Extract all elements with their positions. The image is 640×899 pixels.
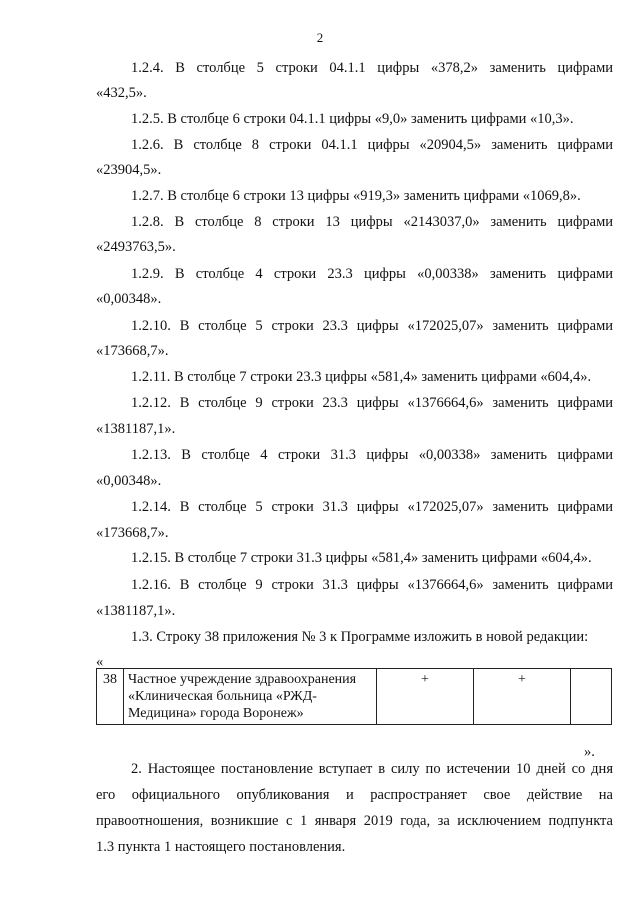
paragraph-1-2-4-line1: 1.2.4. В столбце 5 строки 04.1.1 цифры «378,2» заменить цифрами — [131, 60, 613, 76]
paragraph-1-2-12-line2: «1381187,1». — [96, 421, 176, 437]
paragraph-1-2-7: 1.2.7. В столбце 6 строки 13 цифры «919,3» заменить цифрами «1069,8». — [131, 188, 581, 204]
paragraph-1-2-16-line2: «1381187,1». — [96, 603, 176, 619]
final-paragraph-line2: его официального опубликования и распространяет свое действие на — [96, 787, 613, 803]
paragraph-1-3: 1.3. Строку 38 приложения № 3 к Программе изложить в новой редакции: — [131, 629, 589, 645]
final-paragraph-line3: правоотношения, возникшие с 1 января 2019 года, за исключением подпункта — [96, 813, 613, 829]
paragraph-1-2-9-line1: 1.2.9. В столбце 4 строки 23.3 цифры «0,00338» заменить цифрами — [131, 266, 613, 282]
quote-open: « — [96, 654, 104, 670]
paragraph-1-2-15: 1.2.15. В столбце 7 строки 31.3 цифры «581,4» заменить цифрами «604,4». — [131, 550, 592, 566]
paragraph-1-2-5: 1.2.5. В столбце 6 строки 04.1.1 цифры «9,0» заменить цифрами «10,3». — [131, 111, 574, 127]
paragraph-1-2-8-line1: 1.2.8. В столбце 8 строки 13 цифры «2143037,0» заменить цифрами — [131, 214, 613, 230]
paragraph-1-2-14-line2: «173668,7». — [96, 525, 169, 541]
paragraph-1-2-14-line1: 1.2.14. В столбце 5 строки 31.3 цифры «172025,07» заменить цифрами — [131, 499, 613, 515]
page-number: 2 — [316, 30, 324, 45]
paragraph-1-2-10-line2: «173668,7». — [96, 343, 169, 359]
quote-close: ». — [584, 744, 595, 760]
paragraph-1-2-13-line1: 1.2.13. В столбце 4 строки 31.3 цифры «0,00338» заменить цифрами — [131, 447, 613, 463]
paragraph-1-2-8-line2: «2493763,5». — [96, 239, 176, 255]
institution-name-cell: Частное учреждение здравоохранения «Клиническая больница «РЖД-Медицина» города Воронеж» — [124, 669, 377, 725]
mark-cell-1: + — [377, 669, 474, 725]
paragraph-1-2-12-line1: 1.2.12. В столбце 9 строки 23.3 цифры «1376664,6» заменить цифрами — [131, 395, 613, 411]
paragraph-1-2-6-line2: «23904,5». — [96, 162, 162, 178]
program-table — [96, 668, 612, 725]
paragraph-1-2-9-line2: «0,00348». — [96, 291, 162, 307]
paragraph-1-2-6-line1: 1.2.6. В столбце 8 строки 04.1.1 цифры «20904,5» заменить цифрами — [131, 137, 613, 153]
paragraph-1-2-13-line2: «0,00348». — [96, 473, 162, 489]
row-number-cell: 38 — [97, 669, 124, 725]
mark-cell-2: + — [474, 669, 571, 725]
table-row — [97, 669, 612, 725]
paragraph-1-2-4-line2: «432,5». — [96, 85, 147, 101]
paragraph-1-2-11: 1.2.11. В столбце 7 строки 23.3 цифры «581,4» заменить цифрами «604,4». — [131, 369, 592, 385]
paragraph-1-2-10-line1: 1.2.10. В столбце 5 строки 23.3 цифры «172025,07» заменить цифрами — [131, 318, 613, 334]
final-paragraph-line1: 2. Настоящее постановление вступает в силу по истечении 10 дней со дня — [131, 761, 613, 777]
final-paragraph-line4: 1.3 пункта 1 настоящего постановления. — [96, 839, 346, 855]
paragraph-1-2-16-line1: 1.2.16. В столбце 9 строки 31.3 цифры «1376664,6» заменить цифрами — [131, 577, 613, 593]
empty-cell — [571, 669, 612, 725]
